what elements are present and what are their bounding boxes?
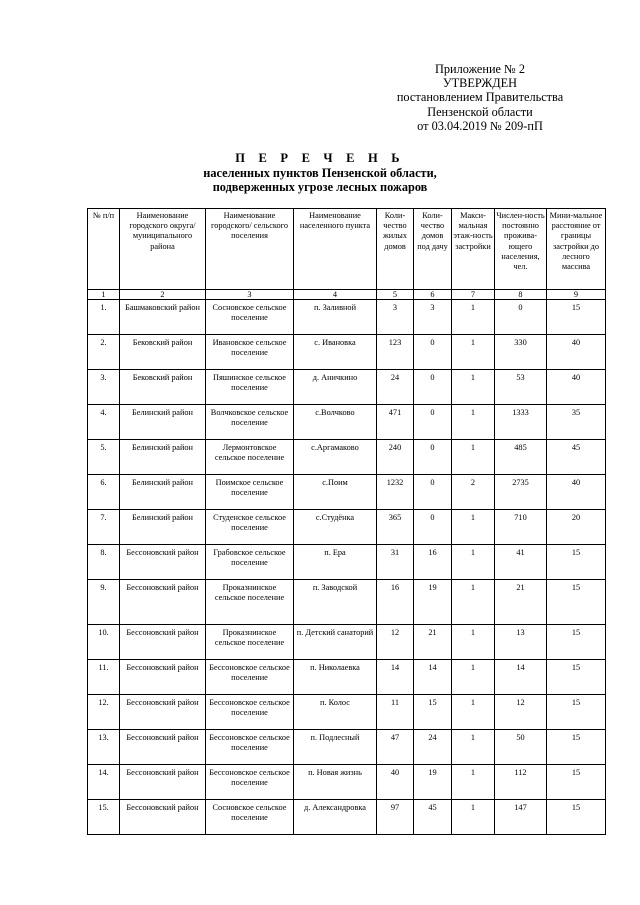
cell-dachas: 16 bbox=[414, 545, 452, 580]
cell-district: Белинский район bbox=[120, 405, 206, 440]
cell-district: Бессоновский район bbox=[120, 800, 206, 835]
cell-houses: 14 bbox=[377, 660, 414, 695]
cell-houses: 3 bbox=[377, 300, 414, 335]
cell-settlement: Бессоновское сельское поселение bbox=[206, 730, 294, 765]
cell-floors: 1 bbox=[452, 300, 495, 335]
column-number: 4 bbox=[294, 290, 377, 300]
cell-district: Бессоновский район bbox=[120, 660, 206, 695]
cell-floors: 1 bbox=[452, 370, 495, 405]
cell-district: Бессоновский район bbox=[120, 695, 206, 730]
cell-houses: 12 bbox=[377, 625, 414, 660]
cell-district: Бессоновский район bbox=[120, 625, 206, 660]
cell-no: 12. bbox=[88, 695, 120, 730]
cell-distance: 15 bbox=[547, 765, 606, 800]
cell-no: 10. bbox=[88, 625, 120, 660]
cell-settlement: Бессоновское сельское поселение bbox=[206, 765, 294, 800]
header-no: № п/п bbox=[88, 209, 120, 290]
cell-distance: 20 bbox=[547, 510, 606, 545]
cell-floors: 1 bbox=[452, 545, 495, 580]
cell-dachas: 0 bbox=[414, 335, 452, 370]
column-number: 5 bbox=[377, 290, 414, 300]
header-dachas: Коли-чество домов под дачу bbox=[414, 209, 452, 290]
cell-floors: 1 bbox=[452, 440, 495, 475]
cell-floors: 1 bbox=[452, 695, 495, 730]
cell-locality: д. Аничкино bbox=[294, 370, 377, 405]
cell-houses: 97 bbox=[377, 800, 414, 835]
cell-no: 13. bbox=[88, 730, 120, 765]
cell-locality: с.Поим bbox=[294, 475, 377, 510]
cell-floors: 1 bbox=[452, 730, 495, 765]
settlements-table bbox=[87, 208, 606, 835]
document-title bbox=[0, 151, 640, 194]
cell-no: 8. bbox=[88, 545, 120, 580]
cell-dachas: 19 bbox=[414, 580, 452, 625]
cell-population: 1333 bbox=[495, 405, 547, 440]
cell-houses: 240 bbox=[377, 440, 414, 475]
cell-floors: 1 bbox=[452, 335, 495, 370]
cell-distance: 35 bbox=[547, 405, 606, 440]
cell-no: 6. bbox=[88, 475, 120, 510]
cell-houses: 16 bbox=[377, 580, 414, 625]
header-district: Наименование городского округа/ муниципального района bbox=[120, 209, 206, 290]
cell-population: 2735 bbox=[495, 475, 547, 510]
cell-locality: п. Колос bbox=[294, 695, 377, 730]
cell-population: 21 bbox=[495, 580, 547, 625]
cell-houses: 1232 bbox=[377, 475, 414, 510]
cell-district: Белинский район bbox=[120, 440, 206, 475]
cell-dachas: 0 bbox=[414, 405, 452, 440]
cell-dachas: 14 bbox=[414, 660, 452, 695]
column-number: 7 bbox=[452, 290, 495, 300]
column-number: 6 bbox=[414, 290, 452, 300]
cell-district: Бековский район bbox=[120, 335, 206, 370]
cell-locality: п. Ера bbox=[294, 545, 377, 580]
header-locality: Наименование населенного пункта bbox=[294, 209, 377, 290]
cell-population: 53 bbox=[495, 370, 547, 405]
cell-settlement: Пяшинское сельское поселение bbox=[206, 370, 294, 405]
appendix-label: Приложение № 2 bbox=[434, 62, 526, 76]
table-row bbox=[88, 405, 606, 440]
approved-label: УТВЕРЖДЕН bbox=[442, 76, 518, 91]
cell-population: 330 bbox=[495, 335, 547, 370]
cell-houses: 11 bbox=[377, 695, 414, 730]
cell-population: 13 bbox=[495, 625, 547, 660]
cell-locality: с.Волчково bbox=[294, 405, 377, 440]
cell-distance: 15 bbox=[547, 625, 606, 660]
cell-houses: 31 bbox=[377, 545, 414, 580]
cell-locality: с. Ивановка bbox=[294, 335, 377, 370]
cell-population: 12 bbox=[495, 695, 547, 730]
cell-floors: 1 bbox=[452, 510, 495, 545]
cell-population: 14 bbox=[495, 660, 547, 695]
title-subtitle-line1: населенных пунктов Пензенской области, bbox=[203, 166, 437, 180]
cell-no: 3. bbox=[88, 370, 120, 405]
cell-distance: 15 bbox=[547, 300, 606, 335]
cell-houses: 24 bbox=[377, 370, 414, 405]
cell-floors: 1 bbox=[452, 625, 495, 660]
cell-population: 41 bbox=[495, 545, 547, 580]
cell-dachas: 19 bbox=[414, 765, 452, 800]
cell-district: Башмаковский район bbox=[120, 300, 206, 335]
cell-population: 112 bbox=[495, 765, 547, 800]
cell-dachas: 0 bbox=[414, 510, 452, 545]
cell-settlement: Проказнинское сельское поселение bbox=[206, 625, 294, 660]
cell-houses: 47 bbox=[377, 730, 414, 765]
cell-no: 14. bbox=[88, 765, 120, 800]
cell-distance: 40 bbox=[547, 335, 606, 370]
cell-settlement: Бессоновское сельское поселение bbox=[206, 660, 294, 695]
cell-dachas: 24 bbox=[414, 730, 452, 765]
cell-population: 50 bbox=[495, 730, 547, 765]
cell-settlement: Лермонтовское сельское поселение bbox=[206, 440, 294, 475]
cell-distance: 15 bbox=[547, 695, 606, 730]
cell-no: 15. bbox=[88, 800, 120, 835]
column-numbers-row bbox=[88, 290, 606, 300]
cell-no: 2. bbox=[88, 335, 120, 370]
cell-floors: 1 bbox=[452, 405, 495, 440]
cell-distance: 15 bbox=[547, 730, 606, 765]
cell-district: Бессоновский район bbox=[120, 765, 206, 800]
cell-population: 0 bbox=[495, 300, 547, 335]
cell-houses: 365 bbox=[377, 510, 414, 545]
header-floors: Макси-мальная этаж-ность застройки bbox=[452, 209, 495, 290]
table-row bbox=[88, 730, 606, 765]
table-row bbox=[88, 440, 606, 475]
cell-distance: 15 bbox=[547, 545, 606, 580]
authority-label: Пензенской области bbox=[427, 104, 533, 119]
cell-no: 11. bbox=[88, 660, 120, 695]
cell-locality: п. Подлесный bbox=[294, 730, 377, 765]
cell-dachas: 3 bbox=[414, 300, 452, 335]
cell-distance: 15 bbox=[547, 580, 606, 625]
cell-settlement: Сосновское сельское поселение bbox=[206, 800, 294, 835]
header-houses: Коли-чество жилых домов bbox=[377, 209, 414, 290]
cell-distance: 15 bbox=[547, 800, 606, 835]
table-row bbox=[88, 510, 606, 545]
cell-settlement: Грабовское сельское поселение bbox=[206, 545, 294, 580]
cell-no: 4. bbox=[88, 405, 120, 440]
cell-district: Бессоновский район bbox=[120, 545, 206, 580]
cell-locality: с.Студёнка bbox=[294, 510, 377, 545]
table-row bbox=[88, 335, 606, 370]
title-subtitle-line2: подверженных угрозе лесных пожаров bbox=[212, 180, 428, 194]
column-number: 9 bbox=[547, 290, 606, 300]
table-row bbox=[88, 800, 606, 835]
cell-dachas: 0 bbox=[414, 440, 452, 475]
cell-settlement: Поимское сельское поселение bbox=[206, 475, 294, 510]
approval-block bbox=[372, 62, 588, 133]
table-row bbox=[88, 475, 606, 510]
table-row bbox=[88, 765, 606, 800]
cell-floors: 1 bbox=[452, 580, 495, 625]
cell-distance: 45 bbox=[547, 440, 606, 475]
header-settlement: Наименование городского/ сельского поселения bbox=[206, 209, 294, 290]
column-number: 3 bbox=[206, 290, 294, 300]
header-distance: Мини-мальное расстояние от границы застройки до лесного массива bbox=[547, 209, 606, 290]
cell-settlement: Студенское сельское поселение bbox=[206, 510, 294, 545]
cell-dachas: 45 bbox=[414, 800, 452, 835]
column-number: 8 bbox=[495, 290, 547, 300]
table-row bbox=[88, 660, 606, 695]
cell-floors: 1 bbox=[452, 765, 495, 800]
cell-dachas: 21 bbox=[414, 625, 452, 660]
table-row bbox=[88, 370, 606, 405]
cell-locality: с.Аргамаково bbox=[294, 440, 377, 475]
cell-settlement: Сосновское сельское поселение bbox=[206, 300, 294, 335]
cell-houses: 40 bbox=[377, 765, 414, 800]
decree-label: постановлением Правительства bbox=[396, 90, 564, 105]
title-heading: П Е Р Е Ч Е Н Ь bbox=[235, 151, 405, 165]
cell-locality: п. Новая жизнь bbox=[294, 765, 377, 800]
cell-district: Белинский район bbox=[120, 510, 206, 545]
cell-houses: 471 bbox=[377, 405, 414, 440]
cell-locality: п. Заливной bbox=[294, 300, 377, 335]
cell-floors: 2 bbox=[452, 475, 495, 510]
cell-settlement: Бессоновское сельское поселение bbox=[206, 695, 294, 730]
cell-no: 9. bbox=[88, 580, 120, 625]
table-row bbox=[88, 300, 606, 335]
cell-locality: п. Детский санаторий bbox=[294, 625, 377, 660]
cell-population: 710 bbox=[495, 510, 547, 545]
table-header-row bbox=[88, 209, 606, 290]
cell-settlement: Проказнинское сельское поселение bbox=[206, 580, 294, 625]
cell-no: 5. bbox=[88, 440, 120, 475]
decree-date: от 03.04.2019 № 209-пП bbox=[417, 118, 543, 133]
cell-dachas: 0 bbox=[414, 370, 452, 405]
cell-locality: п. Заводской bbox=[294, 580, 377, 625]
cell-no: 7. bbox=[88, 510, 120, 545]
table-row bbox=[88, 545, 606, 580]
cell-district: Бековский район bbox=[120, 370, 206, 405]
cell-district: Бессоновский район bbox=[120, 730, 206, 765]
cell-district: Бессоновский район bbox=[120, 580, 206, 625]
cell-population: 485 bbox=[495, 440, 547, 475]
cell-distance: 15 bbox=[547, 660, 606, 695]
table-row bbox=[88, 695, 606, 730]
cell-population: 147 bbox=[495, 800, 547, 835]
cell-floors: 1 bbox=[452, 660, 495, 695]
cell-locality: д. Александровка bbox=[294, 800, 377, 835]
cell-district: Белинский район bbox=[120, 475, 206, 510]
column-number: 1 bbox=[88, 290, 120, 300]
cell-distance: 40 bbox=[547, 475, 606, 510]
header-population: Числен-ность постоянно прожива-ющего населения, чел. bbox=[495, 209, 547, 290]
cell-settlement: Волчковское сельское поселение bbox=[206, 405, 294, 440]
cell-no: 1. bbox=[88, 300, 120, 335]
cell-distance: 40 bbox=[547, 370, 606, 405]
column-number: 2 bbox=[120, 290, 206, 300]
table-row bbox=[88, 580, 606, 625]
table-row bbox=[88, 625, 606, 660]
cell-dachas: 15 bbox=[414, 695, 452, 730]
cell-houses: 123 bbox=[377, 335, 414, 370]
cell-settlement: Ивановское сельское поселение bbox=[206, 335, 294, 370]
cell-locality: п. Николаевка bbox=[294, 660, 377, 695]
cell-floors: 1 bbox=[452, 800, 495, 835]
cell-dachas: 0 bbox=[414, 475, 452, 510]
